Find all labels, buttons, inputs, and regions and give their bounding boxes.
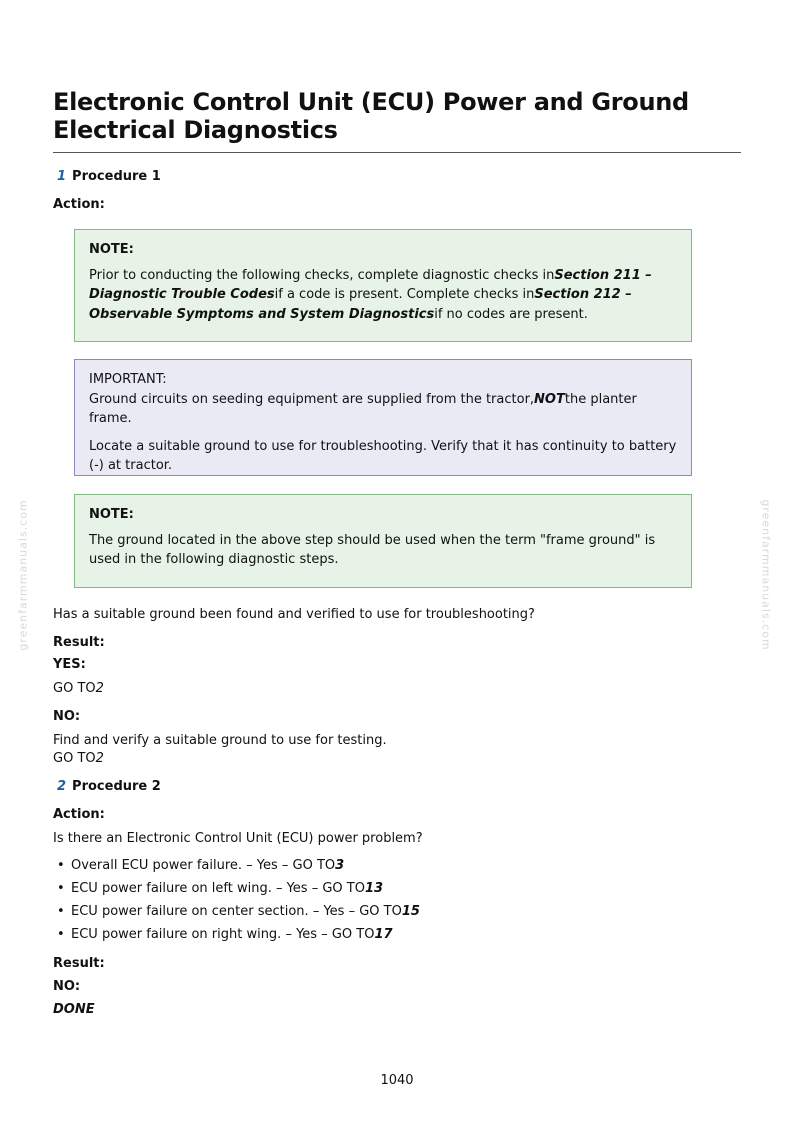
important-line-2: Locate a suitable ground to use for troubleshooting. Verify that it has continuity to battery (-) at tractor. <box>89 438 677 473</box>
important-box <box>74 359 692 476</box>
goto-link-13[interactable]: 13 <box>364 881 384 896</box>
bullet-item: • ECU power failure on center section. – Yes – GO TO15 <box>57 904 420 919</box>
procedure-2-heading <box>57 779 161 794</box>
note-1-label: NOTE: <box>89 242 134 257</box>
note-2-label: NOTE: <box>89 507 134 522</box>
note-2-text: The ground located in the above step should be used when the term "frame ground" is used in the following diagnostic steps. <box>89 532 656 567</box>
procedure-1-number: 1 <box>57 169 67 184</box>
bullet-icon: • <box>57 927 65 942</box>
procedure-2-title: Procedure 2 <box>72 779 161 794</box>
procedure-2-action-label: Action: <box>53 807 105 822</box>
procedure-2-no-label: NO: <box>53 979 81 994</box>
procedure-2-result-label: Result: <box>53 956 105 971</box>
link-section-212[interactable]: Section 212 – Observable Symptoms and System Diagnostics <box>89 287 632 322</box>
page-title: Electronic Control Unit (ECU) Power and Ground Electrical Diagnostics <box>53 88 741 153</box>
bullet-icon: • <box>57 858 65 873</box>
procedure-1-title: Procedure 1 <box>72 169 161 184</box>
page-number: 1040 <box>380 1073 414 1088</box>
bullet-icon: • <box>57 904 65 919</box>
goto-link-15[interactable]: 15 <box>401 904 420 919</box>
note-box-2 <box>74 494 692 588</box>
important-label: IMPORTANT: <box>89 372 167 387</box>
bullet-item: • Overall ECU power failure. – Yes – GO TO3 <box>57 858 345 873</box>
procedure-2-question: Is there an Electronic Control Unit (ECU) power problem? <box>53 831 423 846</box>
watermark-right: greenfarmmanuals.com <box>759 499 773 651</box>
note-box-1 <box>74 229 692 342</box>
goto-link-3[interactable]: 3 <box>335 858 345 873</box>
bullet-item: • ECU power failure on left wing. – Yes – GO TO13 <box>57 881 384 896</box>
goto-link-17[interactable]: 17 <box>374 927 393 942</box>
done-link[interactable]: DONE <box>53 1002 95 1017</box>
procedure-1-question: Has a suitable ground been found and verified to use for troubleshooting? <box>53 607 535 622</box>
no-goto-link[interactable]: 2 <box>95 751 104 766</box>
procedure-1-action-label: Action: <box>53 197 105 212</box>
watermark-left: greenfarmmanuals.com <box>16 499 30 651</box>
no-label: NO: <box>53 709 81 724</box>
bullet-item: • ECU power failure on right wing. – Yes – GO TO17 <box>57 927 393 942</box>
no-text: Find and verify a suitable ground to use for testing. <box>53 733 387 748</box>
procedure-1-heading <box>57 169 161 184</box>
procedure-1-result-label: Result: <box>53 635 105 650</box>
yes-goto-link[interactable]: 2 <box>95 681 104 696</box>
note-1-text: Prior to conducting the following checks, complete diagnostic checks inSection 211 – Diagnostic Trouble Codesif a code is present. Complete checks inSection 212 – Observable Symptoms and System Diagnosticsif no codes are present. <box>89 267 652 322</box>
no-goto: GO TO2 <box>53 751 104 766</box>
bullet-icon: • <box>57 881 65 896</box>
yes-goto: GO TO2 <box>53 681 104 696</box>
yes-label: YES: <box>53 657 86 672</box>
important-line-1: Ground circuits on seeding equipment are supplied from the tractor,NOTthe planter frame. <box>89 391 637 426</box>
link-section-211[interactable]: Section 211 – Diagnostic Trouble Codes <box>89 267 652 302</box>
procedure-2-number: 2 <box>57 779 67 794</box>
